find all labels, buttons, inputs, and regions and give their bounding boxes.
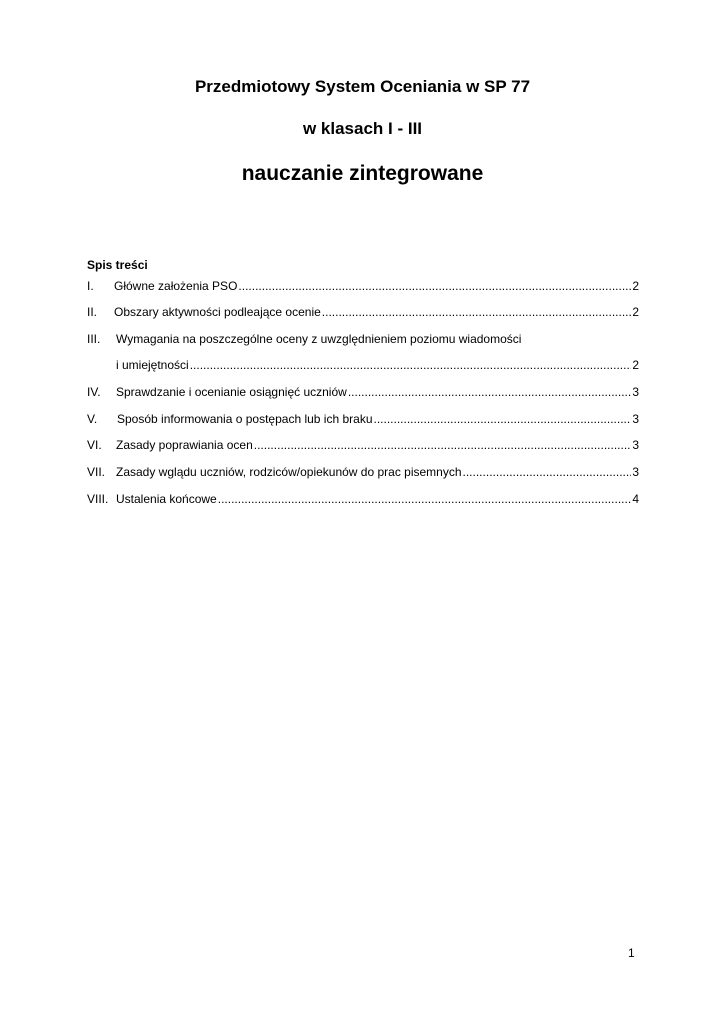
toc-entry[interactable] <box>87 436 639 454</box>
toc-entry-page: 3 <box>632 465 639 479</box>
toc-entry-line[interactable] <box>87 330 587 348</box>
toc-leader-dots <box>374 410 632 428</box>
toc-entry-number: VI. <box>87 438 102 452</box>
toc-entry-label: Sposób informowania o postępach lub ich braku <box>117 412 373 426</box>
toc-entry-label-continued: i umiejętności <box>116 358 189 372</box>
document-title: Przedmiotowy System Oceniania w SP 77 <box>194 77 531 96</box>
toc-heading: Spis treści <box>87 258 148 272</box>
toc-entry-label: Główne założenia PSO <box>114 279 238 293</box>
toc-entry-label: Obszary aktywności podleające ocenie <box>114 305 321 319</box>
toc-entry-number: III. <box>87 332 101 346</box>
toc-entry[interactable] <box>87 463 639 481</box>
document-topic: nauczanie zintegrowane <box>241 162 484 185</box>
toc-entry-label: Ustalenia końcowe <box>116 492 217 506</box>
toc-entry[interactable] <box>87 410 639 428</box>
toc-leader-dots <box>322 303 632 321</box>
toc-entry-label: Sprawdzanie i ocenianie osiągnięć uczniów <box>116 385 347 399</box>
toc-entry[interactable] <box>87 303 639 321</box>
toc-entry-number: IV. <box>87 385 101 399</box>
toc-entry-number: VIII. <box>87 492 109 506</box>
toc-entry-page: 2 <box>632 279 639 293</box>
toc-entry-number: II. <box>87 305 98 319</box>
toc-entry-number: VII. <box>87 465 106 479</box>
document-subtitle: w klasach I - III <box>302 119 423 138</box>
page-number: 1 <box>628 946 635 960</box>
toc-entry[interactable] <box>87 490 639 508</box>
toc-leader-dots <box>463 463 632 481</box>
toc-entry-label: Zasady poprawiania ocen <box>116 438 253 452</box>
toc-entry-page: 3 <box>632 438 639 452</box>
toc-leader-dots <box>238 277 631 295</box>
toc-entry-page: 4 <box>632 492 639 506</box>
toc-entry-number: I. <box>87 279 94 293</box>
toc-entry[interactable] <box>87 383 639 401</box>
toc-entry[interactable] <box>116 356 639 374</box>
toc-entry-page: 3 <box>632 385 639 399</box>
toc-entry-label: Zasady wglądu uczniów, rodziców/opiekunów do prac pisemnych <box>116 465 462 479</box>
toc-entry-page: 3 <box>632 412 639 426</box>
toc-entry-label: Wymagania na poszczególne oceny z uwzględnieniem poziomu wiadomości <box>116 332 522 346</box>
toc-entry-number: V. <box>87 412 98 426</box>
toc-entry-page: 2 <box>632 305 639 319</box>
toc-leader-dots <box>348 383 632 401</box>
toc-leader-dots <box>254 436 632 454</box>
toc-entry-page: 2 <box>632 358 639 372</box>
toc-leader-dots <box>218 490 632 508</box>
toc-entry[interactable] <box>87 277 639 295</box>
toc-leader-dots <box>190 356 632 374</box>
